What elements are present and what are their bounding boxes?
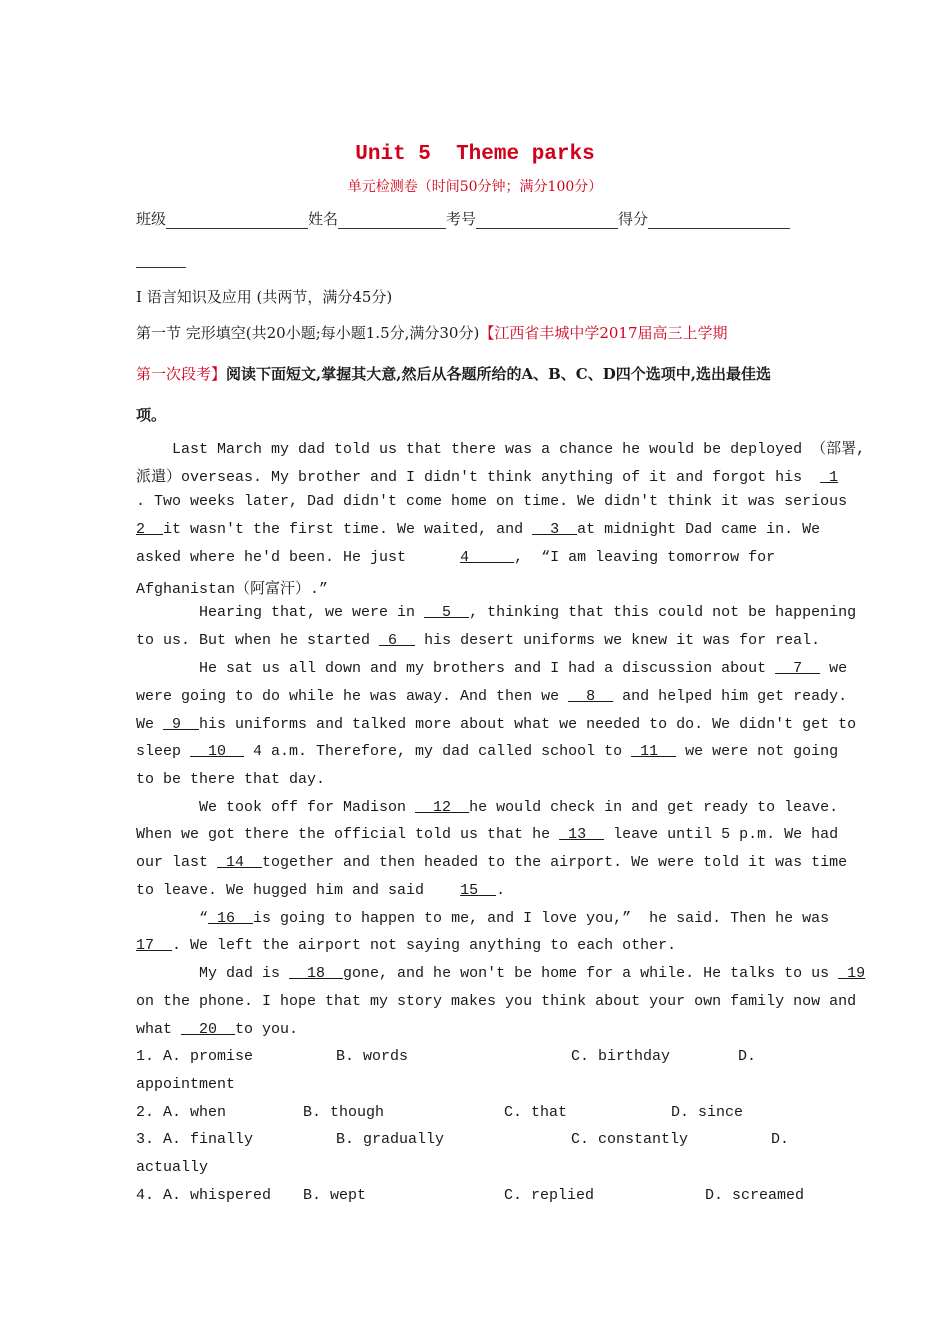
passage-text: together and then headed to the airport. We were told it was time [262, 854, 848, 871]
passage-text: his desert uniforms we knew it was for real. [415, 632, 821, 649]
blank-11: 11 [631, 743, 677, 760]
source-note: 【江西省丰城中学2017届高三上学期 [479, 324, 728, 342]
source-note-cont: 第一次段考】 [136, 365, 227, 383]
question-1-option-b: B. words [336, 1048, 409, 1065]
number-blank [476, 211, 618, 229]
passage-line [136, 688, 848, 705]
passage-text: , “I am leaving tomorrow for [514, 549, 776, 566]
passage-line: to be there that day. [136, 771, 326, 788]
section-subtitle: 第一节 完形填空(共20小题;每小题1.5分,满分30分) [136, 324, 480, 342]
instruction-line [136, 363, 771, 384]
part-title: I 语言知识及应用 (共两节，满分45分) [136, 288, 393, 306]
passage-text: , thinking that this could not be happening [469, 604, 857, 621]
blank-6: 6 [379, 632, 416, 649]
passage-line: on the phone. I hope that my story makes you think about your own family now and [136, 993, 857, 1010]
passage-text: When we got there the official told us that he [136, 826, 560, 843]
passage-text: We [136, 716, 164, 733]
passage-text: to leave. We hugged him and said [136, 882, 461, 899]
blank-5: 5 [424, 604, 470, 621]
blank-17: 17 [136, 937, 173, 954]
blank-15: 15 [460, 882, 497, 899]
question-4-option-d: D. screamed [705, 1187, 805, 1204]
blank-18: 18 [289, 965, 344, 982]
question-1-option-d-text: appointment [136, 1076, 236, 1093]
question-1-option-d: D. [738, 1048, 757, 1065]
question-3-option-d-text: actually [136, 1159, 209, 1176]
passage-line [136, 937, 814, 954]
blank-20: 20 [181, 1021, 236, 1038]
blank-3: 3 [532, 521, 578, 538]
passage-text: and helped him get ready. [613, 688, 848, 705]
name-label: 姓名 [308, 210, 339, 228]
blank-16: 16 [208, 910, 254, 927]
passage-line [136, 549, 814, 566]
passage-text: his uniforms and talked more about what we needed to do. We didn't get to [199, 716, 857, 733]
passage-text: our last [136, 854, 218, 871]
passage-text: asked where he'd been. He just [136, 549, 461, 566]
question-2-option-b: B. though [303, 1104, 385, 1121]
score-label: 得分 [618, 210, 649, 228]
blank-13: 13 [559, 826, 605, 843]
passage-text: is going to happen to me, and I love you,” he said. Then he was [253, 910, 830, 927]
passage-text: we [820, 660, 848, 677]
passage-line [136, 743, 839, 760]
passage-text: “ [136, 910, 209, 927]
question-4-option-a: 4. A. whispered [136, 1187, 272, 1204]
passage-text: to you. [235, 1021, 299, 1038]
passage-line [136, 799, 839, 816]
unit-title: Unit 5 Theme parks [355, 143, 595, 166]
blank-2: 2 [136, 521, 164, 538]
passage-text: what [136, 1021, 182, 1038]
passage-text: Hearing that, we were in [136, 604, 425, 621]
blank-10: 10 [190, 743, 245, 760]
name-blank [338, 211, 446, 229]
class-label: 班级 [136, 210, 167, 228]
passage-line [136, 660, 848, 677]
passage-line [136, 826, 839, 843]
section-heading [136, 322, 728, 343]
passage-line [136, 882, 814, 899]
passage-text: it wasn't the first time. We waited, and [163, 521, 533, 538]
instruction-end: 项。 [136, 406, 167, 424]
exam-subtitle: 单元检测卷（时间50分钟；满分100分） [347, 179, 603, 195]
blank-1: 1 [820, 469, 839, 486]
question-1-option-c: C. birthday [571, 1048, 671, 1065]
passage-line [136, 604, 857, 621]
blank-8: 8 [568, 688, 614, 705]
question-4-option-b: B. wept [303, 1187, 367, 1204]
passage-line [136, 521, 821, 538]
number-label: 考号 [446, 210, 477, 228]
question-2-option-a: 2. A. when [136, 1104, 227, 1121]
passage-text: at midnight Dad came in. We [577, 521, 821, 538]
passage-line [136, 632, 821, 649]
passage-line [136, 854, 848, 871]
passage-line: Afghanistan（阿富汗）.” [136, 581, 329, 598]
student-info-row [136, 208, 790, 229]
blank-9: 9 [163, 716, 200, 733]
passage-text: sleep [136, 743, 191, 760]
question-2-option-c: C. that [504, 1104, 568, 1121]
info-underline-continuation [136, 267, 186, 268]
blank-7: 7 [775, 660, 821, 677]
blank-19: 19 [838, 965, 866, 982]
passage-text: He sat us all down and my brothers and I had a discussion about [136, 660, 776, 677]
question-2-option-d: D. since [671, 1104, 744, 1121]
passage-line [136, 965, 866, 982]
passage-text: 派遣）overseas. My brother and I didn't think anything of it and forgot his [136, 469, 821, 486]
score-blank [648, 211, 790, 229]
instruction-text: 阅读下面短文,掌握其大意,然后从各题所给的A、B、C、D四个选项中,选出最佳选 [226, 365, 771, 383]
passage-text: he would check in and get ready to leave. [469, 799, 839, 816]
question-4-option-c: C. replied [504, 1187, 595, 1204]
passage-line [136, 910, 830, 927]
passage-text: . We left the airport not saying anything to each other. [172, 937, 677, 954]
question-3-option-a: 3. A. finally [136, 1131, 254, 1148]
question-3-option-d: D. [771, 1131, 790, 1148]
passage-line [136, 1021, 814, 1038]
passage-line [136, 465, 839, 486]
question-1-option-a: 1. A. promise [136, 1048, 254, 1065]
passage-line [136, 716, 857, 733]
passage-text: were going to do while he was away. And then we [136, 688, 569, 705]
passage-text: We took off for Madison [136, 799, 416, 816]
blank-4: 4 [460, 549, 515, 566]
question-3-option-c: C. constantly [571, 1131, 689, 1148]
passage-text: leave until 5 p.m. We had [604, 826, 839, 843]
passage-text: gone, and he won't be home for a while. He talks to us [343, 965, 839, 982]
passage-text: 4 a.m. Therefore, my dad called school to [244, 743, 632, 760]
blank-14: 14 [217, 854, 263, 871]
passage-line: Last March my dad told us that there was a chance he would be deployed （部署, [136, 441, 866, 458]
question-3-option-b: B. gradually [336, 1131, 445, 1148]
passage-text: we were not going [676, 743, 839, 760]
passage-line: . Two weeks later, Dad didn't come home on time. We didn't think it was serious [136, 493, 848, 510]
passage-text: . [496, 882, 506, 899]
passage-text: My dad is [136, 965, 290, 982]
blank-12: 12 [415, 799, 470, 816]
class-blank [166, 211, 308, 229]
passage-text: to us. But when he started [136, 632, 380, 649]
